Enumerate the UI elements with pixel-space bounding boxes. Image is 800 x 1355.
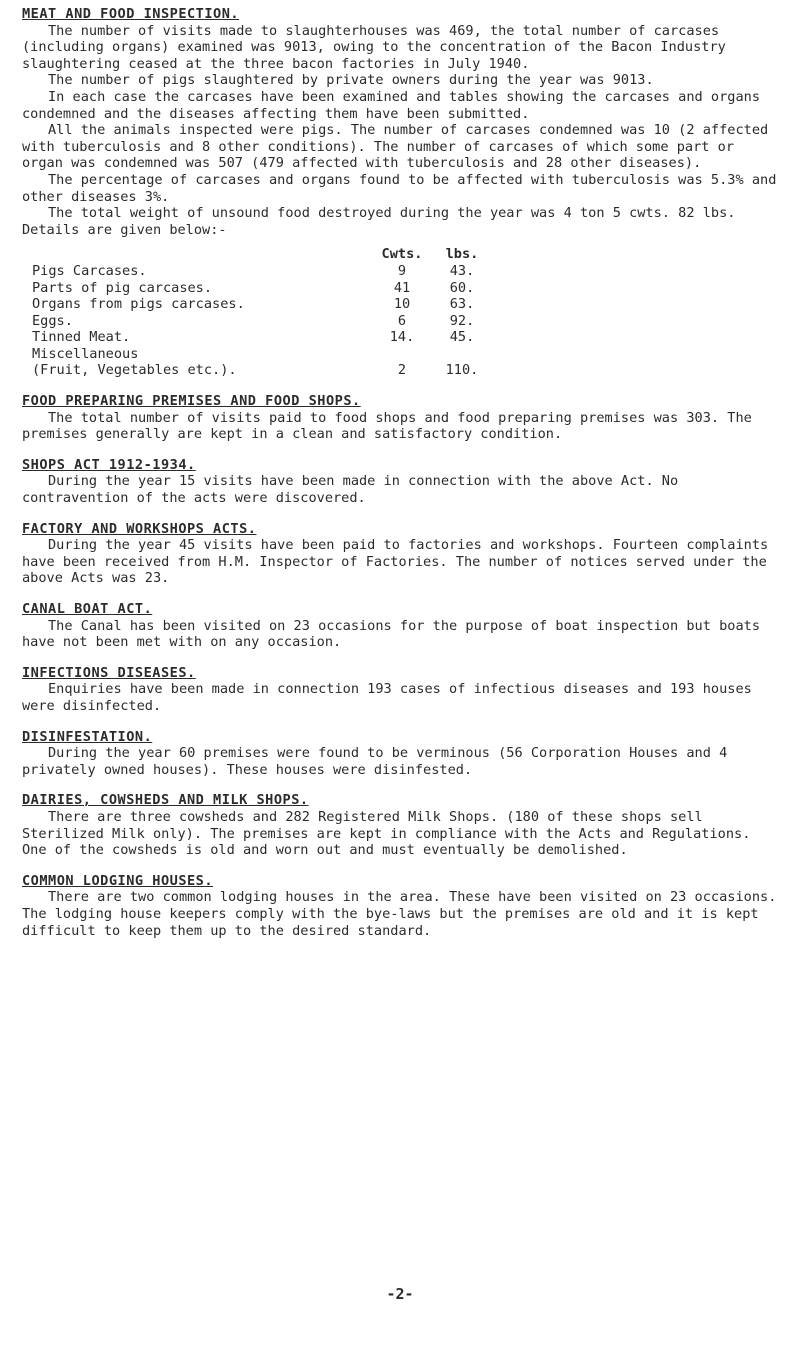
section-heading: DAIRIES, COWSHEDS AND MILK SHOPS. <box>22 792 309 809</box>
row-cwts: 6 <box>397 312 407 329</box>
row-cwts: 10 <box>393 296 411 313</box>
section-heading: COMMON LODGING HOUSES. <box>22 872 214 889</box>
row-cwts <box>372 346 432 363</box>
row-label: (Fruit, Vegetables etc.). <box>32 362 237 379</box>
row-lbs: 110. <box>445 362 479 379</box>
paragraph: There are two common lodging houses in the area. These have been visited on 23 occasions. The lodging house keepers comply with the bye-laws but the premises are old and it is kept difficult to keep them up to the desired standard. <box>22 889 777 939</box>
lodging-section <box>22 873 780 939</box>
table-row <box>32 263 492 280</box>
table-header <box>32 246 492 263</box>
row-label: Tinned Meat. <box>32 329 131 346</box>
shops-act-section <box>22 457 780 507</box>
paragraph: During the year 45 visits have been paid to factories and workshops. Fourteen complaints have been received from H.M. Inspector of Factories. The number of notices served under the above Acts was 23. <box>22 537 769 587</box>
paragraph: During the year 15 visits have been made in connection with the above Act. No contravention of the acts were discovered. <box>22 473 679 507</box>
section-heading: INFECTIONS DISEASES. <box>22 664 196 681</box>
row-lbs: 92. <box>449 312 475 329</box>
table-row <box>32 329 492 346</box>
header-cwts: Cwts. <box>381 246 423 263</box>
section-heading: DISINFESTATION. <box>22 728 153 745</box>
paragraph: The number of visits made to slaughterhouses was 469, the total number of carcases (including organs) examined was 9013, owing to the concentration of the Bacon Industry slaughtering ceased at the three bacon factories in July 1940. <box>22 22 726 72</box>
factory-section <box>22 521 780 587</box>
page-number: -2- <box>386 1285 414 1304</box>
paragraph: All the animals inspected were pigs. The number of carcases condemned was 10 (2 affected with tuberculosis and 8 other conditions). The number of carcases of which some part or organ was condemned was 507 (479 affected with tuberculosis and 28 other diseases). <box>22 122 769 172</box>
section-heading: MEAT AND FOOD INSPECTION. <box>22 6 240 22</box>
dairies-section <box>22 792 780 858</box>
table-row <box>32 362 492 379</box>
table-row <box>32 346 492 363</box>
paragraph: The total number of visits paid to food shops and food preparing premises was 303. The premises generally are kept in a clean and satisfactory condition. <box>22 409 752 443</box>
paragraph: The Canal has been visited on 23 occasions for the purpose of boat inspection but boats have not been met with on any occasion. <box>22 617 761 651</box>
food-premises-section <box>22 393 780 443</box>
row-label: Parts of pig carcases. <box>32 279 213 296</box>
paragraph: The total weight of unsound food destroyed during the year was 4 ton 5 cwts. 82 lbs. Details are given below:- <box>22 205 736 238</box>
header-lbs: lbs. <box>445 246 479 263</box>
unsound-food-table <box>32 246 492 379</box>
row-label: Organs from pigs carcases. <box>32 296 245 313</box>
row-lbs: 60. <box>449 279 475 296</box>
row-cwts: 14. <box>389 329 415 346</box>
row-label: Pigs Carcases. <box>32 262 147 279</box>
meat-food-section <box>22 6 780 379</box>
row-label: Eggs. <box>32 312 73 329</box>
row-lbs: 43. <box>449 262 475 279</box>
row-lbs: 63. <box>449 296 475 313</box>
table-row <box>32 280 492 297</box>
paragraph: The percentage of carcases and organs found to be affected with tuberculosis was 5.3% and other diseases 3%. <box>22 171 777 205</box>
row-lbs <box>432 346 492 363</box>
table-row <box>32 313 492 330</box>
section-heading: CANAL BOAT ACT. <box>22 601 153 617</box>
paragraph: During the year 60 premises were found to be verminous (56 Corporation Houses and 4 privately owned houses). These houses were disinfested. <box>22 745 728 778</box>
row-lbs: 45. <box>449 329 475 346</box>
canal-section <box>22 601 780 651</box>
disinfestation-section <box>22 729 780 779</box>
section-heading: SHOPS ACT 1912-1934. <box>22 456 196 473</box>
section-heading: FOOD PREPARING PREMISES AND FOOD SHOPS. <box>22 393 361 410</box>
table-row <box>32 296 492 313</box>
row-cwts: 2 <box>397 362 407 379</box>
infections-section <box>22 665 780 715</box>
paragraph: In each case the carcases have been examined and tables showing the carcases and organs condemned and the diseases affecting them have been submitted. <box>22 88 761 122</box>
row-cwts: 41 <box>393 279 411 296</box>
paragraph: The number of pigs slaughtered by private owners during the year was 9013. <box>48 72 654 89</box>
row-cwts: 9 <box>397 262 407 279</box>
paragraph: There are three cowsheds and 282 Registered Milk Shops. (180 of these shops sell Sterilized Milk only). The premises are kept in compliance with the Acts and Regulations. One of the cowsheds is old and worn out and must eventually be demolished. <box>22 808 751 859</box>
section-heading: FACTORY AND WORKSHOPS ACTS. <box>22 520 257 537</box>
row-label: Miscellaneous <box>32 345 139 362</box>
paragraph: Enquiries have been made in connection 193 cases of infectious diseases and 193 houses were disinfected. <box>22 681 752 714</box>
